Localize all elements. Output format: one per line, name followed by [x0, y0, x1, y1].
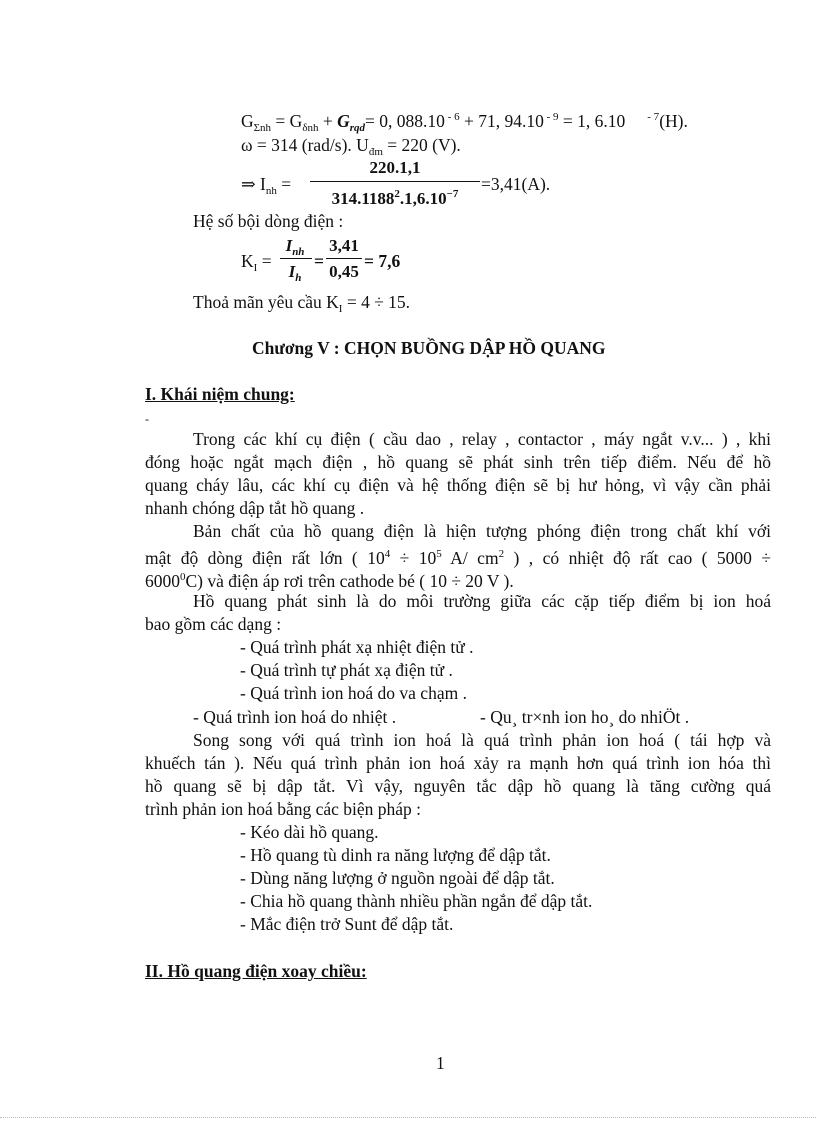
k-i-equals: =: [314, 251, 324, 271]
para-1-line-2: đóng hoặc ngắt mạch điện , hồ quang sẽ phát sinh trên tiếp điểm. Nếu để hồ: [145, 452, 771, 472]
para-4-line-3: hồ quang sẽ bị dập tắt. Vì vậy, nguyên tắc dập hồ quang là tăng cường quá: [145, 776, 771, 796]
formula-k-i: $K_I$ =: [241, 251, 272, 274]
page-number: 1: [436, 1053, 445, 1073]
para-1-line-1: Trong các khí cụ điện ( cầu dao , relay , contactor , máy ngắt v.v... ) , khi: [193, 429, 771, 449]
k-i-fraction-bar-2: [326, 258, 362, 259]
formula-i-nh: ⇒ $I_{nh}$ =: [241, 174, 292, 197]
method-item: - Mắc điện trở Sunt để dập tắt.: [240, 914, 454, 934]
form-item: - Quá trình phát xạ nhiệt điện tử .: [240, 637, 474, 657]
i-nh-fraction-bar: [310, 181, 480, 182]
para-1-line-3: quang cháy lâu, các khí cụ điện và hệ thống điện sẽ bị hư hỏng, vì vậy cần phải: [145, 475, 771, 495]
para-4-line-4: trình phản ion hoá bằng các biện pháp :: [145, 799, 422, 819]
i-nh-result: =3,41(A).: [481, 174, 551, 194]
method-item: - Dùng năng lượng ở nguồn ngoài để dập tắt.: [240, 868, 555, 888]
para-2-line-3: 6000$^0$C) và điện áp rơi trên cathode bé ( 10 ÷ 20 V ).: [145, 571, 514, 591]
formula-omega: ω = 314 (rad/s). $U_{đm} = 220$ (V).: [241, 135, 461, 158]
small-dash: -: [145, 412, 149, 426]
para-2-line-2: mật độ dòng điện rất lớn ( $10^4 \div 10^5$ A/ $cm^2$ ) , có nhiệt độ rất cao ( 5000 ÷: [145, 548, 771, 568]
para-4-line-1: Song song với quá trình ion hoá là quá trình phản ion hoá ( tái hợp và: [193, 730, 771, 750]
k-i-fraction-bar-1: [280, 258, 312, 259]
k-i-num-value: 3,41: [329, 236, 359, 255]
para-1-line-4: nhanh chóng dập tắt hồ quang .: [145, 498, 365, 518]
form-item: - Quá trình tự phát xạ điện tử .: [240, 660, 453, 680]
form-item-right: - Qu¸ tr×nh ion ho¸ do nhiÖt .: [480, 707, 690, 727]
form-item: - Quá trình ion hoá do va chạm .: [240, 683, 467, 703]
method-item: - Kéo dài hồ quang.: [240, 822, 379, 842]
k-i-den-i-h: $I_h$: [288, 262, 302, 284]
form-item-left: - Quá trình ion hoá do nhiệt .: [193, 707, 397, 727]
para-3-line-2: bao gồm các dạng :: [145, 614, 282, 634]
k-heading: Hệ số bội dòng điện :: [193, 211, 344, 231]
satisfy-line: Thoả mãn yêu cầu $K_I = 4 \div 15$.: [193, 292, 411, 315]
section-2-heading: II. Hồ quang điện xoay chiều:: [145, 961, 367, 981]
k-i-num-i-nh: $I_{nh}$: [285, 236, 305, 258]
i-nh-numerator: 220.1,1: [369, 158, 421, 177]
para-3-line-1: Hồ quang phát sinh là do môi trường giữa các cặp tiếp điểm bị ion hoá: [193, 591, 771, 611]
para-2-line-1: Bản chất của hồ quang điện là hiện tượng phóng điện trong chất khí với: [193, 521, 771, 541]
formula-g-total: $G_{\Sigma nh} = G_{\delta nh} + G_{rqd}= 0$, 088.10 $^{- 6}$ + 71, 94.10 $^{- 9}$ = 1, 6.10 $^{- 7}$(H).: [241, 111, 688, 134]
section-1-heading: I. Khái niệm chung:: [145, 384, 295, 404]
chapter-title: Chương V : CHỌN BUỒNG DẬP HỒ QUANG: [252, 338, 606, 358]
page-bottom-divider: [0, 1117, 816, 1118]
k-i-den-value: 0,45: [329, 262, 359, 281]
method-item: - Hồ quang tù dinh ra năng lượng để dập tắt.: [240, 845, 551, 865]
para-4-line-2: khuếch tán ). Nếu quá trình phản ion hoá xảy ra mạnh hơn quá trình ion hóa thì: [145, 753, 771, 773]
method-item: - Chia hồ quang thành nhiều phần ngắn để dập tắt.: [240, 891, 593, 911]
k-i-result: = 7,6: [364, 251, 401, 271]
i-nh-denominator: $314.1188^2.1,6.10^{-7}$: [331, 188, 459, 208]
